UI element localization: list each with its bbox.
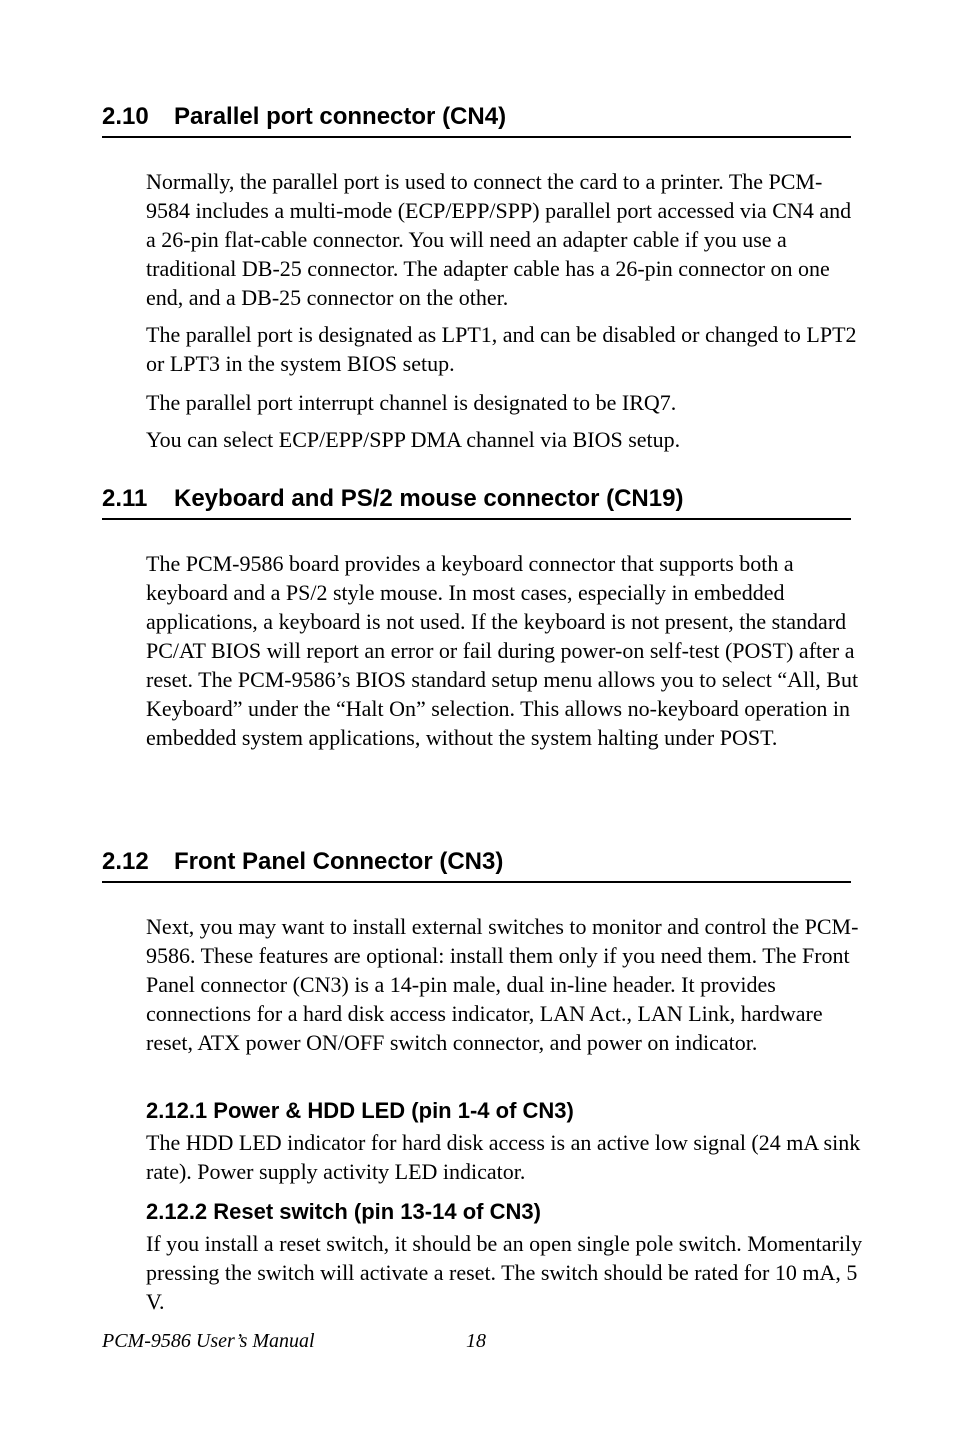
paragraph: Normally, the parallel port is used to connect the card to a printer. The PCM-9584 includes a multi-mode (ECP/EPP/SPP) parallel port accessed via CN4 and a 26-pin flat-cable connector. You will need an adapter cable if you use a traditional DB-25 connector. The adapter cable has a 26-pin connector on one end, and a DB-25 connector on the other.	[146, 169, 852, 310]
paragraph: The HDD LED indicator for hard disk access is an active low signal (24 mA sink rate). Power supply activity LED indicator.	[146, 1130, 861, 1184]
paragraph: You can select ECP/EPP/SPP DMA channel via BIOS setup.	[146, 427, 681, 452]
section-heading-2-10	[102, 103, 851, 138]
section-number: 2.10	[102, 103, 149, 130]
subsection-heading-2-12-1: 2.12.1 Power & HDD LED (pin 1-4 of CN3)	[146, 1098, 574, 1123]
paragraph: Next, you may want to install external switches to monitor and control the PCM-9586. These features are optional: install them only if you need them. The Front Panel connector (CN3) is a 14-pin male, dual in-line header. It provides connections for a hard disk access indicator, LAN Act., LAN Link, hardware reset, ATX power ON/OFF switch connector, and power on indicator.	[146, 914, 859, 1055]
paragraph: If you install a reset switch, it should be an open single pole switch. Momentarily pressing the switch will activate a reset. The switch should be rated for 10 mA, 5 V.	[146, 1231, 863, 1314]
subsection-heading-2-12-2: 2.12.2 Reset switch (pin 13-14 of CN3)	[146, 1199, 541, 1224]
paragraph: The parallel port is designated as LPT1, and can be disabled or changed to LPT2 or LPT3 in the system BIOS setup.	[146, 322, 857, 376]
section-heading-2-12	[102, 848, 851, 883]
section-title: Keyboard and PS/2 mouse connector (CN19)	[174, 485, 684, 512]
paragraph: The PCM-9586 board provides a keyboard connector that supports both a keyboard and a PS/2 style mouse. In most cases, especially in embedded applications, a keyboard is not used. If the keyboard is not present, the standard PC/AT BIOS will report an error or fail during power-on self-test (POST) after a reset. The PCM-9586’s BIOS standard setup menu allows you to select “All, But Keyboard” under the “Halt On” selection. This allows no-keyboard operation in embedded system applications, without the system halting under POST.	[146, 551, 859, 750]
section-heading-2-11	[102, 485, 851, 520]
footer-manual-title: PCM-9586 User’s Manual	[102, 1330, 315, 1352]
section-number: 2.12	[102, 848, 149, 875]
footer-page-number: 18	[466, 1330, 486, 1352]
section-number: 2.11	[102, 485, 148, 512]
paragraph: The parallel port interrupt channel is designated to be IRQ7.	[146, 390, 677, 415]
section-title: Parallel port connector (CN4)	[174, 103, 507, 130]
section-title: Front Panel Connector (CN3)	[174, 848, 504, 875]
